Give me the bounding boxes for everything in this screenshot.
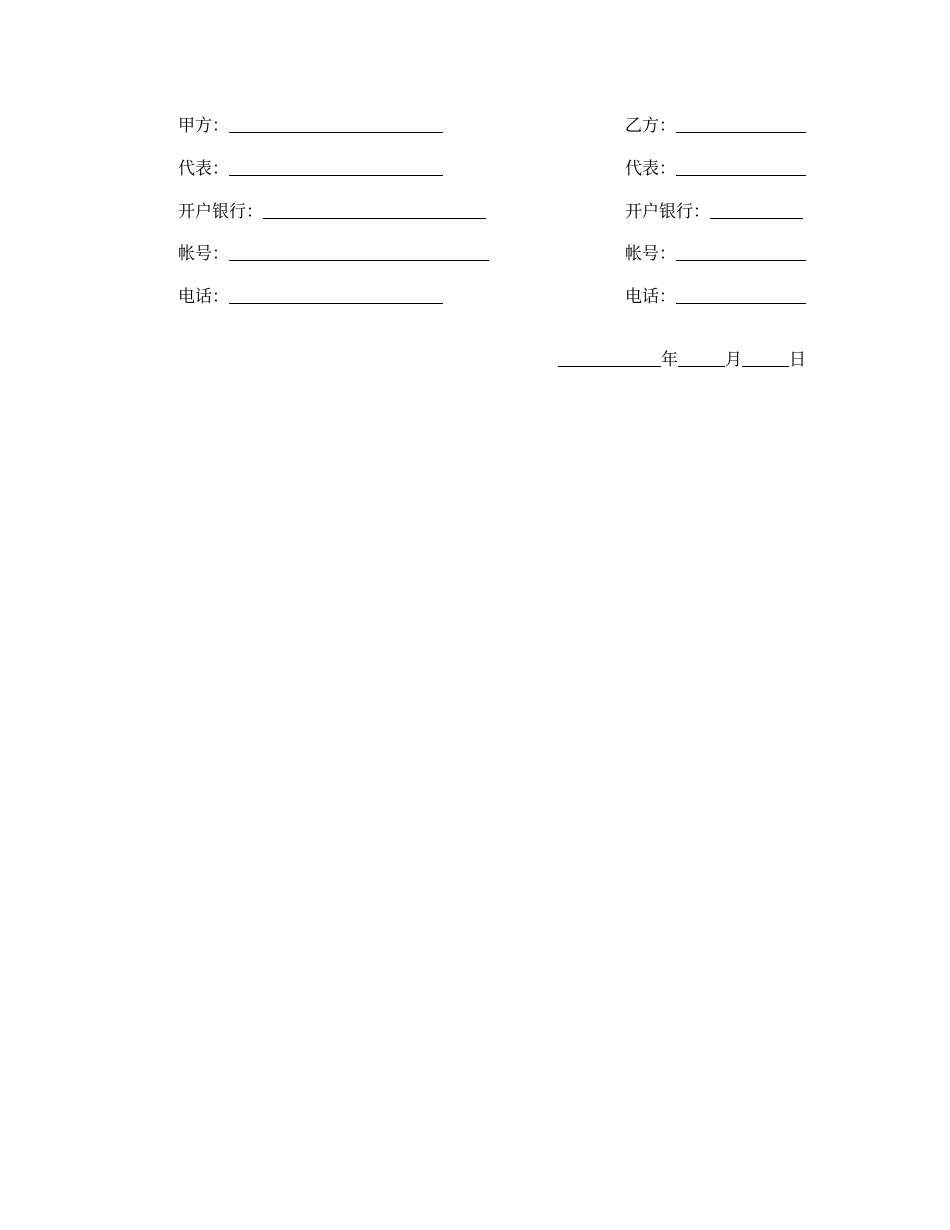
party-b-phone-blank[interactable]	[676, 289, 806, 304]
party-b-account-label: 帐号：	[625, 244, 676, 264]
party-a-bank-label: 开户银行：	[178, 202, 263, 222]
date-year-label: 年	[661, 350, 678, 370]
party-a-phone-field	[178, 283, 443, 307]
party-a-account-field	[178, 240, 489, 264]
party-b-phone-field	[625, 283, 806, 307]
party-a-bank-blank[interactable]	[263, 204, 486, 219]
date-day-blank[interactable]	[742, 352, 789, 367]
party-a-phone-blank[interactable]	[229, 289, 443, 304]
party-b-rep-field	[625, 155, 806, 179]
party-a-rep-field	[178, 155, 443, 179]
party-b-account-blank[interactable]	[676, 246, 806, 261]
party-a-rep-blank[interactable]	[229, 161, 443, 176]
party-a-bank-field	[178, 198, 486, 222]
party-b-rep-label: 代表：	[625, 159, 676, 179]
date-year-blank[interactable]	[558, 352, 661, 367]
party-b-bank-field	[625, 198, 803, 222]
party-a-account-blank[interactable]	[229, 246, 489, 261]
party-b-rep-blank[interactable]	[676, 161, 806, 176]
party-a-rep-label: 代表：	[178, 159, 229, 179]
party-b-name-label: 乙方：	[625, 116, 676, 136]
party-b-name-field	[625, 112, 806, 136]
party-b-bank-blank[interactable]	[710, 204, 803, 219]
signing-date	[558, 346, 806, 370]
date-month-label: 月	[725, 350, 742, 370]
party-b-phone-label: 电话：	[625, 287, 676, 307]
party-a-name-field	[178, 112, 443, 136]
date-month-blank[interactable]	[678, 352, 725, 367]
party-a-name-label: 甲方：	[178, 116, 229, 136]
party-a-account-label: 帐号：	[178, 244, 229, 264]
party-b-account-field	[625, 240, 806, 264]
date-day-label: 日	[789, 350, 806, 370]
party-a-name-blank[interactable]	[229, 118, 443, 133]
party-b-name-blank[interactable]	[676, 118, 806, 133]
party-b-bank-label: 开户银行：	[625, 202, 710, 222]
party-a-phone-label: 电话：	[178, 287, 229, 307]
